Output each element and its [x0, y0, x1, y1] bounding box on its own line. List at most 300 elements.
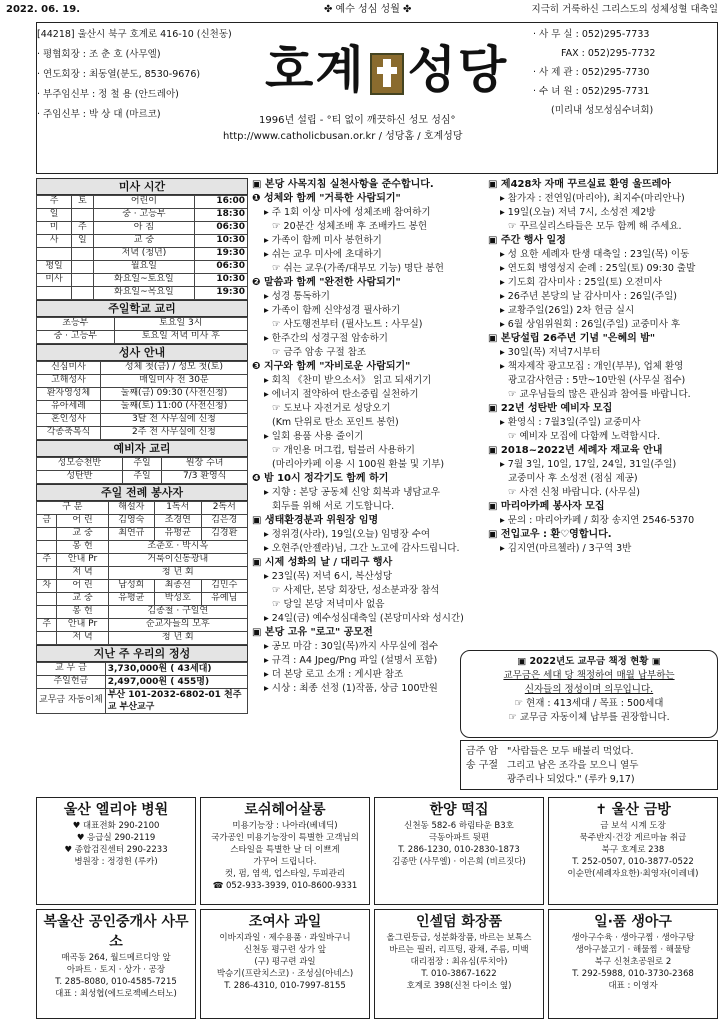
verse-line-3: 광주리나 되었다." (루카 9,17) — [507, 774, 635, 785]
ad-line: 호계로 398(신천 다이소 옆) — [406, 981, 512, 991]
ad-title: 로쉬헤어살롱 — [244, 802, 326, 818]
week-label — [37, 632, 57, 645]
tithe-line-4: ☞ 교무금 자동이체 납부를 권장합니다. — [508, 712, 670, 723]
table-cell: 김민수 — [201, 580, 248, 593]
notice-heading: ▣ 시제 성화의 날 / 대리구 행사 — [252, 557, 393, 568]
table-cell: 유평균 — [155, 528, 201, 541]
mass-time: 16:00 — [195, 196, 248, 209]
notice-heading: ▣ 본당 사목지침 실천사항을 준수합니다. — [252, 179, 434, 190]
notice-subitem: ☞ 당일 본당 저녁미사 없음 — [272, 599, 385, 610]
ad-line: T. 286-1230, 010-2830-1873 — [398, 845, 520, 855]
finance-title: 지난 주 우리의 정성 — [36, 645, 248, 662]
ad-line: 김종만 (사무엘) · 이은희 (비르짓다) — [392, 857, 526, 867]
convent-name: (미리내 성모성심수녀회) — [551, 105, 654, 116]
table-row — [37, 362, 248, 375]
ad-line: ♥ 응급실 290-2119 — [76, 833, 156, 843]
mass-time: 19:30 — [195, 248, 248, 261]
table-cell: 최종선 — [155, 580, 201, 593]
ad-title: 조여사 과일 — [248, 914, 322, 930]
notice-item: ▸ 교황주일(26일) 2차 헌금 실시 — [500, 305, 635, 316]
ad-line: 생아구수육 · 생아구찜 · 생아구탕 — [571, 933, 695, 943]
table-cell: 고해성사 — [37, 375, 101, 388]
ad-box — [374, 797, 544, 905]
table-row — [37, 331, 248, 344]
ad-line: 대리점장 : 최유심(루치아) — [410, 957, 508, 967]
table-cell: 김영숙 — [108, 515, 154, 528]
table-cell: 조경연 — [155, 515, 201, 528]
header-right — [533, 25, 655, 120]
mass-group: 사 — [37, 235, 72, 248]
mass-name: 월요일 — [93, 261, 195, 274]
notice-heading: ▣ 제428차 자매 꾸르실료 환영 울뜨레아 — [488, 179, 671, 190]
table-header — [37, 502, 248, 515]
server-group: 순교자들의 모후 — [108, 619, 247, 632]
fax: FAX : 052)295-7732 — [561, 48, 656, 59]
mass-name: 화요일~목요일 — [93, 287, 195, 300]
mass-time: 10:30 — [195, 274, 248, 287]
title-part-a: 호계 — [265, 40, 366, 99]
table-cell: 토요일 3시 — [114, 318, 247, 331]
table-row — [37, 619, 248, 632]
verse-label: 금주 암송 구절 — [465, 746, 499, 771]
mass-name: 봉 헌 — [57, 541, 108, 554]
notice-heading: ▣ 본당설립 26주년 기념 "은혜의 밤" — [488, 333, 656, 344]
table-row — [37, 401, 248, 414]
ad-line: ♥ 대표전화 290-2100 — [72, 821, 160, 831]
table-cell: 성모승천반 — [37, 458, 123, 471]
ad-line: 북구 호계로 238 — [601, 845, 665, 855]
ad-line: 대표 : 이영자 — [608, 981, 658, 991]
table-row — [37, 318, 248, 331]
notice-item: ▸ 규격 : A4 Jpeg/Png 파일 (설명서 포함) — [264, 655, 438, 666]
notice-item: ▸ 26주년 본당의 날 감사미사 : 26일(주일) — [500, 291, 677, 302]
week-label: 차 — [37, 580, 57, 593]
mass-group: 미 — [37, 222, 72, 235]
notice-subitem: 광고감사헌금 : 5만~10만원 (사무실 접수) — [508, 375, 686, 386]
notice-item: ▸ 30일(목) 저녁7시부터 — [500, 347, 601, 358]
table-row — [37, 414, 248, 427]
tithe-line-2: 신자들의 정성이며 의무입니다. — [524, 684, 654, 695]
pastor: · 주임신부 : 박 상 대 (마르코) — [37, 109, 161, 120]
ad-title: 한양 떡집 — [429, 802, 489, 818]
tithe-title: ▣ 2022년도 교무금 책정 현황 ▣ — [517, 656, 661, 667]
notice-item: ▸ 일회 용품 사용 줄이기 — [264, 431, 364, 442]
notice-subitem: ☞ 꾸르실리스타들은 모두 함께 해 주세요. — [508, 221, 682, 232]
table-cell: 최연규 — [108, 528, 154, 541]
ad-box — [548, 797, 718, 905]
table-row — [37, 515, 248, 528]
mass-name: 어 린 — [57, 580, 108, 593]
mass-day — [72, 261, 94, 274]
ad-line: 신천동 582-6 하림타운 B3호 — [404, 821, 514, 831]
ad-line: T. 010-3867-1622 — [421, 969, 497, 979]
notice-item: ▸ 6월 상임위원회 : 26일(주일) 교중미사 후 — [500, 319, 681, 330]
notice-item: ▸ 김지연(마르첼라) / 3구역 3반 — [500, 543, 632, 554]
table-row — [37, 248, 248, 261]
mass-name: 화요일~토요일 — [93, 274, 195, 287]
ad-line: 이바지과일 · 제수용품 · 과일바구니 — [219, 933, 351, 943]
notice-subitem: 교중미사 후 소성전 (점심 제공) — [508, 473, 638, 484]
server-group: 청 년 회 — [108, 567, 247, 580]
notice-subitem: ☞ 사전 신청 바랍니다. (사무실) — [508, 487, 640, 498]
notice-item: ▸ 가족이 함께 미사 봉헌하기 — [264, 235, 382, 246]
mass-day — [72, 248, 94, 261]
notice-heading: ❶ 성체와 함께 "거룩한 사람되기" — [252, 193, 401, 204]
ad-line: 생아구불고기 · 해물찜 · 해물탕 — [575, 945, 691, 955]
mass-time: 10:30 — [195, 235, 248, 248]
ad-title: 울산 엘리야 병원 — [63, 802, 169, 818]
ad-title: 일·품 생아구 — [594, 914, 672, 930]
week-label — [37, 567, 57, 580]
table-row — [37, 632, 248, 645]
mass-name: 저녁 (청년) — [93, 248, 195, 261]
notice-item: ▸ 오현주(안젤라)님, 그간 노고에 감사드립니다. — [264, 543, 460, 554]
notice-subitem: (마리아카페 이용 시 100원 환불 및 기부) — [272, 459, 445, 470]
website[interactable]: http://www.catholicbusan.or.kr / 성당홈 / 호계성당 — [223, 131, 463, 142]
table-cell: 토요일 저녁 미사 후 — [114, 331, 247, 344]
ad-box — [36, 797, 196, 905]
mass-name: 중 · 고등부 — [93, 209, 195, 222]
ad-box — [374, 909, 544, 1019]
server-group: 조춘호 · 박시옥 — [108, 541, 247, 554]
middle-column — [252, 178, 486, 696]
notice-subitem: (Km 단위로 탄소 포인트 봉헌) — [272, 417, 399, 428]
table-cell: 주일 — [122, 458, 162, 471]
table-row — [37, 287, 248, 300]
mass-day: 토 — [72, 196, 94, 209]
mass-group — [37, 248, 72, 261]
week-label — [37, 606, 57, 619]
table-cell: 김경환 — [201, 528, 248, 541]
mass-time: 19:30 — [195, 287, 248, 300]
ad-line: 국가공인 미용기능장이 특별한 고객님의 — [211, 833, 359, 843]
notice-item: ▸ 문의 : 마리아카페 / 회장 송지연 2546-5370 — [500, 515, 695, 526]
mass-day — [72, 287, 94, 300]
mass-name: 교 중 — [57, 528, 108, 541]
ad-title: ✝ 울산 금방 — [595, 802, 671, 818]
table-cell: 신심미사 — [37, 362, 101, 375]
mass-group: 주 — [37, 196, 72, 209]
mass-name: 교 중 — [93, 235, 195, 248]
table-cell: 유아세례 — [37, 401, 101, 414]
notice-heading: ▣ 전입교우 : 환♡영합니다. — [488, 529, 612, 540]
notice-heading: ▣ 본당 고유 "로고" 공모전 — [252, 627, 373, 638]
ad-line: 박승기(프란치스코) · 조성심(아네스) — [216, 969, 354, 979]
mass-time: 06:30 — [195, 261, 248, 274]
notice-heading: ▣ 마리아카페 봉사자 모집 — [488, 501, 605, 512]
notice-item: ▸ 정위경(사라), 19일(오늘) 임명장 수여 — [264, 529, 431, 540]
ad-line: T. 252-0507, 010-3877-0522 — [572, 857, 694, 867]
ad-line: 금 보석 시계 도장 — [600, 821, 666, 831]
server-group: 거룩이신동광내 — [108, 554, 247, 567]
notice-subitem: ☞ 도보나 자전거로 성당오기 — [272, 403, 391, 414]
table-cell: 성체 첫(금) / 성모 첫(토) — [100, 362, 247, 375]
ad-line: ☎ 052-933-3939, 010-8600-9331 — [212, 881, 358, 891]
sunday-school-table — [36, 317, 248, 344]
table-cell: 성탄반 — [37, 471, 123, 484]
header — [36, 22, 718, 174]
table-cell: 주일 — [122, 471, 162, 484]
table-row — [37, 663, 248, 676]
monthly-theme: ✤ 예수 성심 성월 ✤ — [324, 4, 412, 15]
notice-item: ▸ 성경 통독하기 — [264, 291, 330, 302]
table-cell: 매일미사 전 30분 — [100, 375, 247, 388]
notice-item: ▸ 기도회 감사미사 : 25일(토) 오전미사 — [500, 277, 662, 288]
notice-subitem: ☞ 쉬는 교우(가족/대부모 기능) 명단 봉헌 — [272, 263, 444, 274]
mass-times-title: 미사 시간 — [36, 178, 248, 195]
mass-group: 평일 — [37, 261, 72, 274]
table-cell: 유평균 — [108, 593, 154, 606]
week-label — [37, 528, 57, 541]
notice-item: ▸ 에너지 절약하여 탄소중립 실천하기 — [264, 389, 419, 400]
table-cell: 각종축복식 — [37, 427, 101, 440]
ad-line: 극동아파트 뒷편 — [428, 833, 490, 843]
week-label: 주 — [37, 554, 57, 567]
ad-line: 묵주반지·건강 게르마늄 취급 — [579, 833, 687, 843]
table-row — [37, 388, 248, 401]
table-cell: 혼인성사 — [37, 414, 101, 427]
finance-value: 2,497,000원 ( 455명) — [105, 676, 247, 689]
servers-title: 주일 전례 봉사자 — [36, 484, 248, 501]
table-row — [37, 222, 248, 235]
ad-line: T. 292-5988, 010-3730-2368 — [572, 969, 694, 979]
tithe-line-1: 교무금은 세대 당 책정하여 매월 납부하는 — [503, 670, 675, 681]
established: 1996년 설립 - °티 없이 깨끗하신 성모 성심° — [259, 115, 456, 126]
notice-item: ▸ 지향 : 본당 공동체 신앙 회복과 냉담교우 — [264, 487, 440, 498]
table-cell: 2주 전 사무실에 신청 — [100, 427, 247, 440]
mass-name: 봉 헌 — [57, 606, 108, 619]
server-group: 김종철 · 구일연 — [108, 606, 247, 619]
table-cell: 남성희 — [108, 580, 154, 593]
table-row — [37, 528, 248, 541]
ad-line: 가꾸어 드립니다. — [253, 857, 317, 867]
ad-line: 스타일을 특별한 날 더 이쁘게 — [230, 845, 340, 855]
mass-group: 미사 — [37, 274, 72, 287]
server-group: 청 년 회 — [108, 632, 247, 645]
ad-box — [200, 909, 370, 1019]
mass-name: 안내 Pr — [57, 554, 108, 567]
servers-table — [36, 501, 248, 645]
ad-line: T. 286-4310, 010-7997-8155 — [224, 981, 346, 991]
finance-label: 주일헌금 — [37, 676, 106, 689]
notice-subitem: ☞ 사도행전부터 (필사노트 : 사무실) — [272, 319, 423, 330]
notice-item: ▸ 성 요한 세례자 탄생 대축일 : 23일(목) 이동 — [500, 249, 690, 260]
header-left — [37, 25, 232, 125]
notice-item: ▸ 환영식 : 7월3일(주일) 교중미사 — [500, 417, 641, 428]
table-cell: 중 · 고등부 — [37, 331, 115, 344]
week-label — [37, 593, 57, 606]
mass-day: 일 — [72, 235, 94, 248]
notice-item: ▸ 23일(목) 저녁 6시, 복산성당 — [264, 571, 393, 582]
table-row — [37, 567, 248, 580]
table-row — [37, 541, 248, 554]
ad-line: 컷, 펌, 염색, 업스타일, 두피관리 — [224, 869, 346, 879]
tithe-line-3: ☞ 현재 : 413세대 / 목표 : 500세대 — [514, 698, 664, 709]
table-row — [37, 427, 248, 440]
notice-subitem: ☞ 20분간 성체조배 후 조배카드 봉헌 — [272, 221, 428, 232]
ad-line: 북구 신천초공원로 2 — [594, 957, 672, 967]
table-row — [37, 606, 248, 619]
notice-subitem: ☞ 개인용 머그컵, 텀블러 사용하기 — [272, 445, 415, 456]
notice-subitem: ☞ 예비자 모집에 다함께 노력합시다. — [508, 431, 661, 442]
convent-phone: · 수 녀 원 : 052)295-7731 — [533, 86, 650, 97]
notice-heading: ▣ 생태환경분과 위원장 임명 — [252, 515, 379, 526]
table-header-cell: 2독서 — [201, 502, 248, 515]
mass-name: 어 린 — [57, 515, 108, 528]
table-row — [37, 375, 248, 388]
advertisements — [36, 797, 718, 1019]
table-cell: 초등부 — [37, 318, 115, 331]
table-cell: 둘째(토) 11:00 (사전신청) — [100, 401, 247, 414]
notice-heading: ▣ 2018~2022년 세례자 재교육 안내 — [488, 445, 663, 456]
notice-heading: ▣ 주간 행사 일정 — [488, 235, 566, 246]
ad-line: 미용기능장 : 나아라(베네딕) — [232, 821, 338, 831]
mass-group: 일 — [37, 209, 72, 222]
sunday-school-title: 주일학교 교리 — [36, 300, 248, 317]
notice-heading: ❹ 밤 10시 정각기도 함께 하기 — [252, 473, 389, 484]
table-row — [37, 196, 248, 209]
table-row — [37, 261, 248, 274]
ad-box — [200, 797, 370, 905]
mass-day — [72, 209, 94, 222]
notice-item: ▸ 책자제작 광고모집 : 개인(부부), 업체 환영 — [500, 361, 684, 372]
ad-line: 이순만(세례자요한)·최영자(이레네) — [567, 869, 699, 879]
ad-line: ♥ 종합검진센터 290-2233 — [64, 845, 168, 855]
parish-title — [265, 39, 508, 102]
finance-label: 교무금 자동이체 — [37, 689, 106, 714]
weekly-verse — [460, 740, 718, 790]
table-cell: 둘째(금) 09:30 (사전신청) — [100, 388, 247, 401]
rectory-phone: · 사 제 관 : 052)295-7730 — [533, 67, 650, 78]
notice-subitem: 회두를 위해 서로 기도합니다. — [272, 501, 395, 512]
ad-box — [36, 909, 196, 1019]
mass-name: 안내 Pr — [57, 619, 108, 632]
notice-item: ▸ 참가자 : 전연임(마리아), 최지수(마리안나) — [500, 193, 685, 204]
table-cell: 7/3 환영식 — [162, 471, 248, 484]
assistant-pastor: · 부주임신부 : 정 철 용 (안드레아) — [37, 89, 179, 100]
ad-line: 병원장 : 정경헌 (루카) — [74, 857, 158, 867]
notice-item: ▸ 회칙 《찬미 받으소서》 읽고 되새기기 — [264, 375, 432, 386]
notice-item: ▸ 시상 : 최종 선정 (1)작품, 상금 100만원 — [264, 683, 438, 694]
finance-table — [36, 662, 248, 714]
feast-title: 지극히 거룩하신 그리스도의 성체성혈 대축일 — [531, 4, 718, 15]
ad-title: 복울산 공인중개사 사무소 — [43, 914, 189, 950]
mass-times-table — [36, 195, 248, 300]
table-row — [37, 593, 248, 606]
ad-line: (구) 평구련 과일 — [254, 957, 316, 967]
yeondo-president: · 연도회장 : 최동열(분도, 8530-9676) — [37, 69, 201, 80]
sacraments-table — [36, 361, 248, 440]
mass-name: 저 녁 — [57, 632, 108, 645]
ad-box — [548, 909, 718, 1019]
mass-time: 18:30 — [195, 209, 248, 222]
notice-item: ▸ 더 본당 로고 소개 : 게시판 참조 — [264, 669, 404, 680]
catechumen-table — [36, 457, 248, 484]
table-cell: 환자영성체 — [37, 388, 101, 401]
notice-heading: ❷ 말씀과 함께 "완전한 사람되기" — [252, 277, 401, 288]
table-row — [37, 235, 248, 248]
table-row — [37, 274, 248, 287]
verse-line-2: 그리고 남은 조각을 모으니 열두 — [507, 760, 639, 771]
notice-item: ▸ 가족이 함께 신약성경 필사하기 — [264, 305, 401, 316]
council-president: · 평협회장 : 조 춘 호 (사무엘) — [37, 49, 161, 60]
title-part-b: 성당 — [407, 40, 509, 99]
ad-line: 신천동 평구련 상가 앞 — [243, 945, 326, 955]
mass-group — [37, 287, 72, 300]
church-icon — [370, 53, 404, 95]
notice-item: ▸ 19일(오늘) 저녁 7시, 소성전 제2방 — [500, 207, 656, 218]
table-row — [37, 209, 248, 222]
mass-name: 아 침 — [93, 222, 195, 235]
sacraments-title: 성사 안내 — [36, 344, 248, 361]
finance-value: 3,730,000원 ( 43세대) — [105, 663, 247, 676]
notice-subitem: ☞ 사제단, 본당 회장단, 성소분과장 참석 — [272, 585, 440, 596]
table-row — [37, 689, 248, 714]
table-cell: 박성호 — [155, 593, 201, 606]
notice-item: ▸ 쉬는 교우 미사에 초대하기 — [264, 249, 382, 260]
office-phone: · 사 무 실 : 052)295-7733 — [533, 29, 650, 40]
verse-text — [507, 745, 638, 787]
notice-item: ▸ 7월 3일, 10일, 17일, 24일, 31일(주일) — [500, 459, 677, 470]
table-header-cell: 구 분 — [37, 502, 109, 515]
notice-subitem: ☞ 금주 암송 구절 참조 — [272, 347, 367, 358]
right-column — [488, 178, 718, 556]
mass-name: 교 중 — [57, 593, 108, 606]
address: [44218] 울산시 북구 호계로 416-10 (신천동) — [37, 29, 232, 40]
mass-name: 저 녁 — [57, 567, 108, 580]
ad-line: 매곡동 264, 월드메르디앙 앞 — [61, 953, 171, 963]
tithe-notice — [460, 650, 718, 738]
table-cell: 김은경 — [201, 515, 248, 528]
week-label: 주 — [37, 619, 57, 632]
bulletin-date: 2022. 06. 19. — [6, 4, 81, 15]
table-header-cell: 1독서 — [155, 502, 201, 515]
notice-subitem: ☞ 교우님들의 많은 관심과 참여를 바랍니다. — [508, 389, 691, 400]
notice-heading: ▣ 22년 성탄반 예비자 모집 — [488, 403, 613, 414]
ad-line: T. 285-8080, 010-4585-7215 — [55, 977, 177, 987]
notice-item: ▸ 연도회 병영성지 순례 : 25일(토) 09:30 출발 — [500, 263, 696, 274]
mass-time: 06:30 — [195, 222, 248, 235]
mass-name: 어린이 — [93, 196, 195, 209]
left-column — [36, 178, 248, 714]
top-bar — [6, 4, 718, 18]
table-cell: 원장 수녀 — [162, 458, 248, 471]
table-header-cell: 해설자 — [108, 502, 154, 515]
table-cell: 유예님 — [201, 593, 248, 606]
notice-heading: ❸ 지구와 함께 "자비로운 사람되기" — [252, 361, 411, 372]
finance-value: 부산 101-2032-6802-01 천주교 부산교구 — [105, 689, 247, 714]
catechumen-title: 예비자 교리 — [36, 440, 248, 457]
ad-line: 아파트 · 토지 · 상가 · 공장 — [66, 965, 166, 975]
notice-item: ▸ 한주간의 성경구절 암송하기 — [264, 333, 388, 344]
mass-day — [72, 274, 94, 287]
notice-item: ▸ 주 1회 이상 미사에 성체조배 참여하기 — [264, 207, 431, 218]
table-row — [37, 458, 248, 471]
table-cell: 3달 전 사무실에 신청 — [100, 414, 247, 427]
week-label — [37, 541, 57, 554]
ad-line: 대표 : 최성협(에드로젝베스터노) — [55, 989, 177, 999]
table-row — [37, 471, 248, 484]
table-row — [37, 580, 248, 593]
mass-day: 주 — [72, 222, 94, 235]
week-label: 금 — [37, 515, 57, 528]
ad-line: 올그린등급, 성분화장품, 바르는 보톡스 — [386, 933, 532, 943]
notice-item: ▸ 공모 마감 : 30일(목)까지 사무실에 접수 — [264, 641, 439, 652]
notice-item: ▸ 24일(금) 예수성심대축일 (본당미사와 성시간) — [264, 613, 464, 624]
table-row — [37, 676, 248, 689]
ad-line: 바르는 필러, 리프팅, 광채, 주름, 미백 — [389, 945, 529, 955]
finance-label: 교 무 금 — [37, 663, 106, 676]
